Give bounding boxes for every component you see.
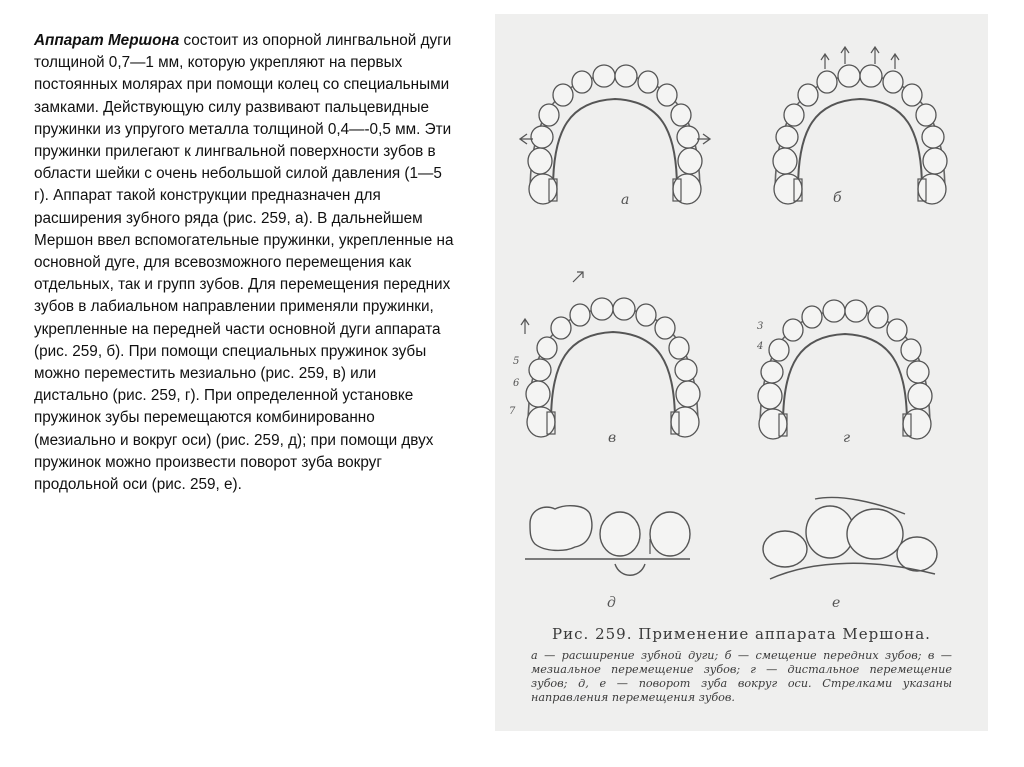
apparatus-title: Аппарат Мершона — [34, 32, 180, 49]
arch-v — [526, 298, 700, 437]
label-g: г — [843, 430, 851, 446]
tooth-number-7: 7 — [509, 406, 516, 417]
figure-caption — [495, 625, 988, 705]
caption-title: Рис. 259. Применение аппарата Мершона. — [552, 625, 931, 643]
arch-g — [758, 300, 932, 439]
label-b: б — [833, 190, 842, 206]
label-v: в — [608, 430, 617, 446]
panel-e-teeth — [763, 497, 937, 579]
arch-a — [528, 65, 702, 204]
figure-259-image — [495, 14, 988, 731]
label-d: д — [607, 595, 616, 611]
description-text — [34, 30, 454, 496]
tooth-number-4: 4 — [757, 341, 764, 352]
tooth-number-3: 3 — [757, 321, 764, 332]
tooth-number-6: 6 — [513, 378, 520, 389]
label-e: е — [832, 595, 841, 611]
label-a: а — [621, 192, 630, 208]
panel-d-teeth — [525, 506, 690, 576]
arch-b — [773, 65, 947, 204]
caption-body: а — расширение зубной дуги; б — смещение передних зубов; в — мезиальное перемещение зубов; г — дистальное перемещение зубов; д, е — поворот зуба вокруг оси. Стрелками указаны направления перемещения зубов. — [531, 649, 952, 704]
dental-arch-illustration — [495, 14, 988, 624]
description-body: состоит из опорной лингвальной дуги толщиной 0,7—1 мм, которую укрепляют на первых постоянных молярах при помощи колец со специальными замками. Действующую силу развивают пальцевидные пружинки из упругого металла толщиной 0,4—-0,5 мм. Эти пружинки прилегают к лингвальной поверхности зубов в области шейки с очень небольшой силой давления (1—5 г). Аппарат такой конструкции предназначен для расширения зубного ряда (рис. 259, а). В дальнейшем Мершон ввел вспомогательные пружинки, укрепленные на основной дуге, для всевозможного перемещения как отдельных, так и групп зубов. Для перемещения передних зубов в лабиальном направлении применяли пружинки, укрепленные на передней части основной дуги аппарата (рис. 259, б). При помощи специальных пружинок зубы можно переместить мезиально (рис. 259, в) или дистально (рис. 259, г). При определенной установке пружинок зубы перемещаются комбинированно (мезиально и вокруг оси) (рис. 259, д); при помощи двух пружинок можно произвести поворот зуба вокруг продольной оси (рис. 259, е). — [34, 32, 454, 494]
tooth-number-5: 5 — [513, 356, 520, 367]
